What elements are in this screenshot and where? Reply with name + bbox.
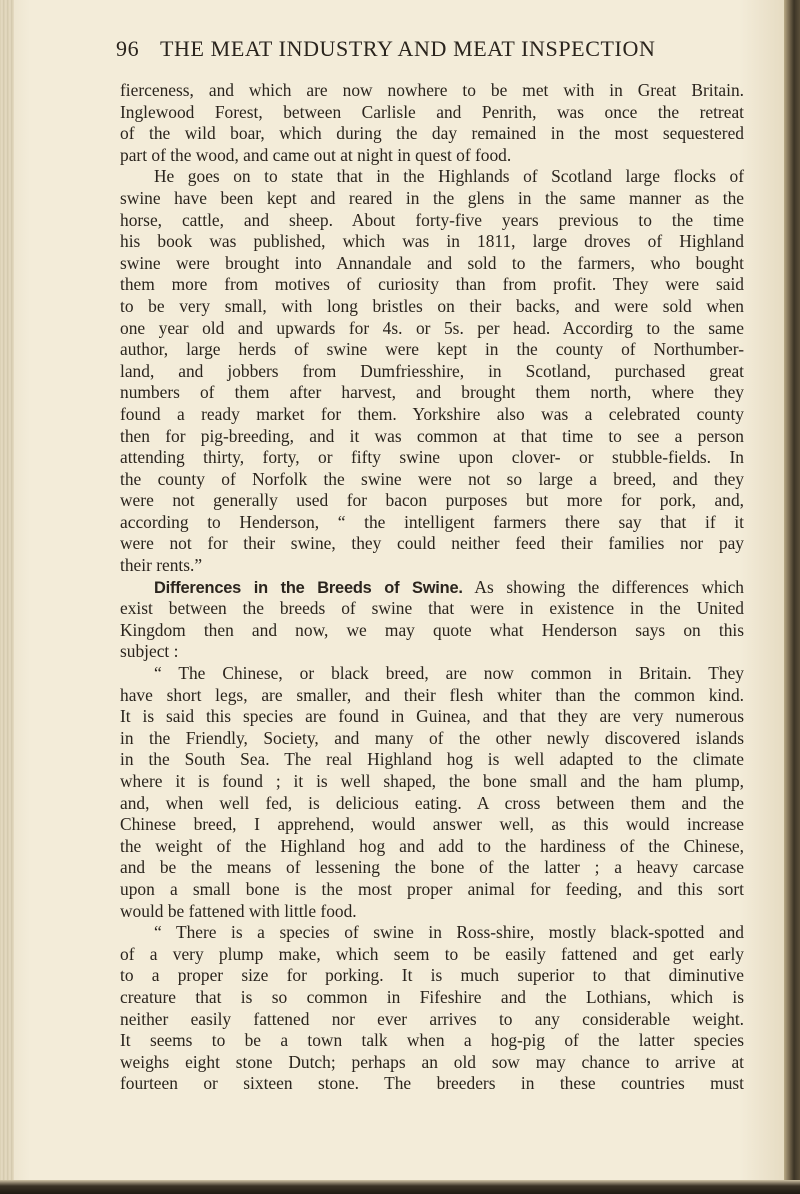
text-line	[120, 253, 744, 275]
section-sidehead: Differences in the Breeds of Swine.	[154, 578, 463, 597]
text-line	[120, 512, 744, 534]
text-line	[120, 533, 744, 555]
text-line	[120, 404, 744, 426]
line-text: the weight of the Highland hog and add to the hardiness of the Chinese,	[120, 835, 744, 856]
line-text: according to Henderson, “ the intelligent farmers there say that if it	[120, 511, 744, 532]
line-text: his book was published, which was in 1811, large droves of Highland	[120, 231, 744, 252]
text-line	[120, 901, 744, 923]
line-text: neither easily fattened nor ever arrives to any considerable weight.	[120, 1008, 744, 1029]
text-line	[120, 814, 744, 836]
text-line	[120, 231, 744, 253]
line-text: “ There is a species of swine in Ross-shire, mostly black-spotted and	[154, 922, 744, 943]
text-line	[120, 80, 744, 102]
text-line	[120, 166, 744, 188]
line-text: exist between the breeds of swine that were in existence in the United	[120, 598, 744, 619]
line-text: fierceness, and which are now nowhere to be met with in Great Britain.	[120, 80, 744, 100]
text-line	[120, 339, 744, 361]
line-text: to be very small, with long bristles on their backs, and were sold when	[120, 295, 744, 316]
text-line	[120, 188, 744, 210]
text-line	[120, 922, 744, 944]
line-text: and be the means of lessening the bone of the latter ; a heavy carcase	[120, 857, 744, 878]
line-text: Inglewood Forest, between Carlisle and Penrith, was once the retreat	[120, 101, 744, 122]
line-text: swine were brought into Annandale and sold to the farmers, who bought	[120, 252, 744, 273]
text-line	[120, 663, 744, 685]
text-line	[120, 641, 744, 663]
line-text: were not for their swine, they could neither feed their families nor pay	[120, 533, 744, 554]
text-line	[120, 1052, 744, 1074]
text-line	[120, 1030, 744, 1052]
line-text: swine have been kept and reared in the glens in the same manner as the	[120, 187, 744, 208]
text-line	[120, 598, 744, 620]
line-text: part of the wood, and came out at night in quest of food.	[120, 144, 512, 165]
text-line	[120, 879, 744, 901]
line-text: horse, cattle, and sheep. About forty-five years previous to the time	[120, 209, 744, 230]
line-text: “ The Chinese, or black breed, are now common in Britain. They	[154, 663, 744, 684]
line-text: of the wild boar, which during the day remained in the most sequestered	[120, 123, 744, 144]
page-edge-right	[784, 0, 800, 1194]
line-text: As showing the differences which	[462, 576, 744, 597]
line-text: It seems to be a town talk when a hog-pig of the latter species	[120, 1030, 744, 1051]
text-line	[120, 771, 744, 793]
text-line	[120, 577, 744, 599]
text-line	[120, 102, 744, 124]
line-text: them more from motives of curiosity than from profit. They were said	[120, 274, 744, 295]
line-text: Kingdom then and now, we may quote what Henderson says on this	[120, 619, 744, 640]
text-line	[120, 382, 744, 404]
text-line	[120, 836, 744, 858]
text-line	[120, 361, 744, 383]
text-line	[120, 944, 744, 966]
text-line	[120, 749, 744, 771]
line-text: where it is found ; it is well shaped, the bone small and the ham plump,	[120, 771, 744, 791]
line-text: were not generally used for bacon purposes but more for pork, and,	[120, 490, 744, 511]
line-text: to a proper size for porking. It is much superior to that diminutive	[120, 965, 744, 986]
page-header	[116, 36, 676, 66]
text-line	[120, 987, 744, 1009]
text-line	[120, 210, 744, 232]
line-text: numbers of them after harvest, and brought them north, where they	[120, 382, 744, 403]
text-line	[120, 274, 744, 296]
text-line	[120, 1009, 744, 1031]
body-text	[120, 80, 744, 1095]
text-line	[120, 318, 744, 340]
line-text: in the South Sea. The real Highland hog is well adapted to the climate	[120, 749, 744, 770]
line-text: would be fattened with little food.	[120, 900, 357, 921]
line-text: fourteen or sixteen stone. The breeders in these countries must	[120, 1073, 744, 1094]
line-text: He goes on to state that in the Highlands of Scotland large flocks of	[154, 166, 744, 187]
line-text: have short legs, are smaller, and their flesh whiter than the common kind.	[120, 684, 744, 705]
line-text: found a ready market for them. Yorkshire also was a celebrated county	[120, 403, 744, 424]
text-line	[120, 426, 744, 448]
line-text: creature that is so common in Fifeshire and the Lothians, which is	[120, 986, 744, 1007]
text-line	[120, 1073, 744, 1095]
line-text: of a very plump make, which seem to be easily fattened and get early	[120, 943, 744, 964]
line-text: and, when well fed, is delicious eating. A cross between them and the	[120, 792, 744, 813]
text-line	[120, 965, 744, 987]
text-line	[120, 469, 744, 491]
line-text: subject :	[120, 641, 179, 662]
running-title: THE MEAT INDUSTRY AND MEAT INSPECTION	[160, 36, 656, 61]
line-text: author, large herds of swine were kept in the county of Northumber-	[120, 339, 744, 360]
text-line	[120, 793, 744, 815]
text-line	[120, 706, 744, 728]
text-line	[120, 857, 744, 879]
line-text: their rents.”	[120, 555, 203, 576]
line-text: Chinese breed, I apprehend, would answer well, as this would increase	[120, 814, 744, 835]
line-text: the county of Norfolk the swine were not so large a breed, and they	[120, 468, 744, 489]
page-number: 96	[116, 36, 140, 61]
text-line	[120, 620, 744, 642]
line-text: one year old and upwards for 4s. or 5s. per head. Accordirg to the same	[120, 317, 744, 338]
text-line	[120, 490, 744, 512]
line-text: upon a small bone is the most proper animal for feeding, and this sort	[120, 878, 744, 899]
line-text: weighs eight stone Dutch; perhaps an old sow may chance to arrive at	[120, 1051, 744, 1072]
text-line	[120, 447, 744, 469]
text-line	[120, 728, 744, 750]
text-line	[120, 296, 744, 318]
text-line	[120, 123, 744, 145]
line-text: in the Friendly, Society, and many of the other newly discovered islands	[120, 727, 744, 748]
line-text: then for pig-breeding, and it was common at that time to see a person	[120, 425, 744, 446]
line-text: land, and jobbers from Dumfriesshire, in Scotland, purchased great	[120, 360, 744, 381]
page-gutter-left	[0, 0, 14, 1194]
line-text: attending thirty, forty, or fifty swine upon clover- or stubble-fields. In	[120, 447, 744, 468]
text-line	[120, 145, 744, 167]
line-text: It is said this species are found in Guinea, and that they are very numerous	[120, 706, 744, 727]
text-line	[120, 555, 744, 577]
page-edge-bottom	[0, 1180, 800, 1194]
text-line	[120, 685, 744, 707]
